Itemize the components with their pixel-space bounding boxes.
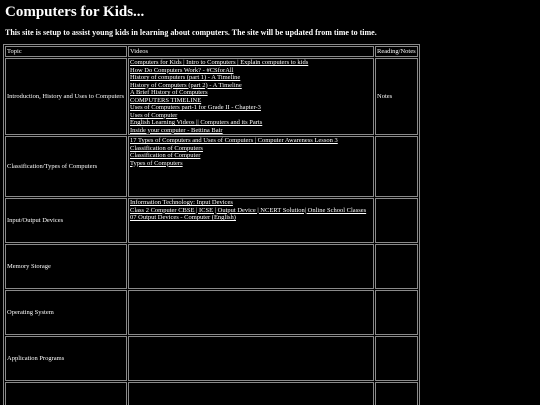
videos-cell: [128, 336, 374, 381]
video-link[interactable]: History of computers (part 1) - A Timeline: [130, 74, 241, 81]
videos-cell: [128, 136, 374, 197]
video-link[interactable]: Types of Computers: [130, 159, 183, 167]
video-link[interactable]: Classification of Computer: [130, 152, 201, 159]
notes-cell: [375, 336, 418, 381]
videos-cell: [128, 58, 374, 135]
video-link[interactable]: Computers for Kids | Intro to Computers | Explain computers to kids: [130, 59, 309, 66]
topic-cell: [5, 382, 127, 405]
topic-cell: Classification/Types of Computers: [5, 136, 127, 197]
table-row: [5, 136, 418, 197]
video-link[interactable]: Inside your computer - Bettina Bair: [130, 126, 223, 134]
topic-cell: Application Programs: [5, 336, 127, 381]
notes-cell: [375, 58, 418, 135]
video-link[interactable]: How Do Computers Work? - #CSforAll: [130, 66, 234, 74]
notes-cell: [375, 244, 418, 289]
intro-text: This site is setup to assist young kids in learning about computers. The site will be updated from time to time.: [5, 28, 377, 37]
video-link[interactable]: Classification of Computers: [130, 144, 203, 152]
notes-cell: [375, 382, 418, 405]
video-link[interactable]: 07 Output Devices - Computer (English): [130, 214, 236, 221]
table-row: [5, 58, 418, 135]
video-link[interactable]: English Learning Videos || Computers and its Parts: [130, 119, 263, 126]
video-link[interactable]: Uses of Computers part-1 for Grade II - Chapter-3: [130, 104, 261, 111]
resources-table: [3, 44, 420, 405]
table-row: [5, 244, 418, 289]
table-row: [5, 382, 418, 405]
table-row: [5, 198, 418, 243]
topic-cell: Input/Output Devices: [5, 198, 127, 243]
video-link[interactable]: Class 2 Computer CBSE | ICSE | Output Device | NCERT Solution| Online School Classes: [130, 206, 367, 214]
notes-cell: [375, 290, 418, 335]
header-videos: Videos: [128, 46, 374, 57]
table-row: [5, 336, 418, 381]
video-link[interactable]: COMPUTERS TIMELINE: [130, 96, 202, 104]
topic-cell: Introduction, History and Uses to Computers: [5, 58, 127, 135]
video-link[interactable]: A Brief History of Computers: [130, 89, 208, 96]
video-link[interactable]: 17 Types of Computers and Uses of Computers | Computer Awareness Lesson 3: [130, 137, 338, 144]
videos-cell: [128, 290, 374, 335]
notes-link[interactable]: Notes: [377, 92, 393, 100]
videos-cell: [128, 382, 374, 405]
videos-cell: [128, 198, 374, 243]
notes-cell: [375, 198, 418, 243]
topic-cell: Operating System: [5, 290, 127, 335]
header-topic: Topic: [5, 46, 127, 57]
table-header-row: [5, 46, 418, 57]
notes-cell: [375, 136, 418, 197]
video-link[interactable]: Uses of Computer: [130, 111, 178, 119]
video-link[interactable]: History of Computers (part 2) - A Timeline: [130, 81, 242, 89]
table-row: [5, 290, 418, 335]
header-reading-notes: Reading/Notes: [375, 46, 418, 57]
topic-cell: Memory Storage: [5, 244, 127, 289]
videos-cell: [128, 244, 374, 289]
page-title: Computers for Kids...: [5, 4, 145, 20]
video-link[interactable]: Information Technology: Input Devices: [130, 199, 233, 206]
